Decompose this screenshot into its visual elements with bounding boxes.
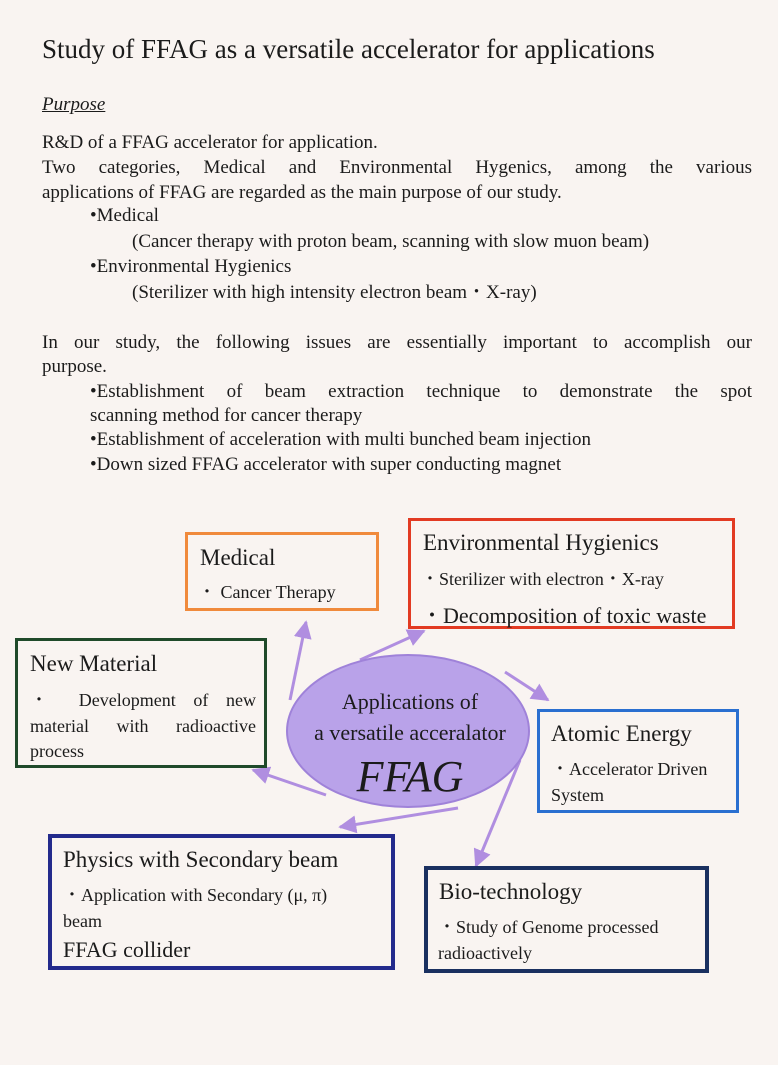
atomic-energy-item: ・Accelerator Driven: [551, 759, 708, 779]
biotech-title: Bio-technology: [439, 879, 583, 904]
bullet-environmental: •Environmental Hygienics: [90, 256, 292, 277]
medical-title: Medical: [200, 545, 276, 570]
biotech-item: radioactively: [438, 943, 532, 963]
issue-item: •Establishment of beam extraction technique to demonstrate the spot: [90, 381, 752, 402]
hub-line-1: Applications of: [341, 689, 479, 714]
physics-title: Physics with Secondary beam: [63, 847, 339, 872]
intro-line: Two categories, Medical and Environmental Hygenics, among the various: [42, 157, 752, 178]
physics-item: FFAG collider: [63, 937, 191, 962]
physics-item: beam: [63, 911, 102, 931]
new-material-item: process: [30, 741, 84, 761]
intro-line: applications of FFAG are regarded as the main purpose of our study.: [42, 182, 562, 203]
hub-ffag-label: FFAG: [356, 752, 464, 801]
purpose-heading: Purpose: [42, 94, 106, 115]
atomic-energy-item: System: [551, 785, 605, 805]
physics-box: [48, 834, 395, 970]
issue-item: •Establishment of acceleration with multi bunched beam injection: [90, 429, 592, 450]
intro-line: R&D of a FFAG accelerator for application.: [42, 132, 378, 153]
new-material-item: ・ Development of new: [30, 690, 256, 710]
issue-item: •Down sized FFAG accelerator with super conducting magnet: [90, 454, 562, 475]
medical-box: [185, 532, 379, 611]
new-material-item: material with radioactive: [30, 716, 256, 736]
biotech-item: ・Study of Genome processed: [438, 917, 659, 937]
medical-item: ・ Cancer Therapy: [198, 582, 336, 602]
new-material-title: New Material: [30, 651, 158, 676]
environmental-item: ・Decomposition of toxic waste: [421, 603, 707, 628]
issues-intro: In our study, the following issues are essentially important to accomplish our: [42, 332, 752, 353]
issue-item: scanning method for cancer therapy: [90, 405, 363, 426]
new-material-box: [15, 638, 267, 768]
atomic-energy-title: Atomic Energy: [551, 721, 692, 746]
environmental-title: Environmental Hygienics: [423, 530, 659, 555]
environmental-box: [408, 518, 735, 629]
arrow-to-physics: [340, 808, 458, 827]
page-title: Study of FFAG as a versatile accelerator for applications: [42, 34, 655, 64]
bullet-environmental-detail: (Sterilizer with high intensity electron beam・X-ray): [132, 282, 537, 303]
issues-intro: purpose.: [42, 356, 107, 377]
environmental-item: ・Sterilizer with electron・X-ray: [421, 569, 664, 589]
bullet-medical-detail: (Cancer therapy with proton beam, scanning with slow muon beam): [132, 231, 650, 252]
physics-item: ・Application with Secondary (μ, π): [63, 885, 328, 905]
ffag-hub: [286, 654, 530, 808]
biotech-box: [424, 866, 709, 973]
atomic-energy-box: [537, 709, 739, 813]
bullet-medical: •Medical: [90, 205, 159, 226]
hub-line-2: a versatile acceralator: [314, 720, 506, 745]
